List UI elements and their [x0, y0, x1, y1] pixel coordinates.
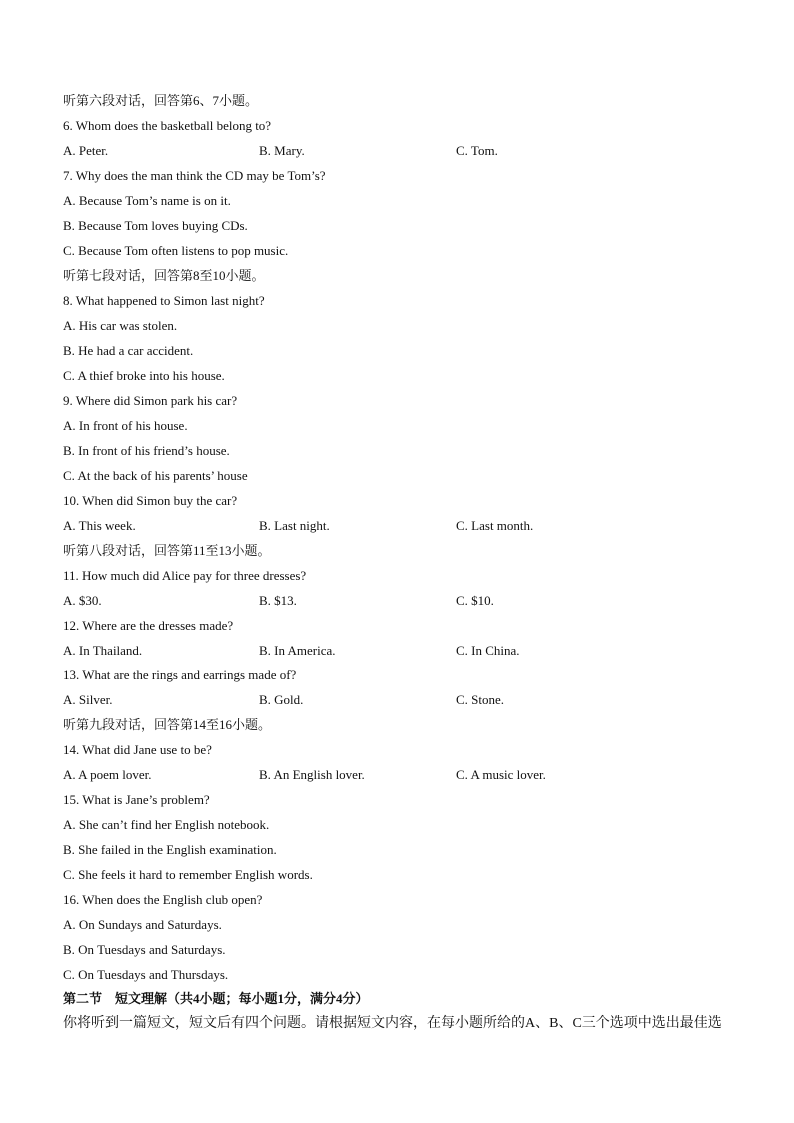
part2-instruction: 你将听到一篇短文，短文后有四个问题。请根据短文内容，在每小题所给的A、B、C三个选项中选出最佳选: [63, 1016, 722, 1031]
question-15-option-c: C. She feels it hard to remember English words.: [63, 867, 313, 882]
dialogue6-heading: 听第六段对话，回答第6、7小题。: [63, 93, 259, 108]
option-a: A. In Thailand.: [63, 643, 143, 658]
question-9: 9. Where did Simon park his car?: [63, 393, 238, 408]
option-c: C. Tom.: [456, 143, 498, 158]
question-9-option-b: B. In front of his friend’s house.: [63, 443, 230, 458]
question-14: 14. What did Jane use to be?: [63, 742, 212, 757]
question-10: 10. When did Simon buy the car?: [63, 493, 238, 508]
dialogue7-heading: 听第七段对话，回答第8至10小题。: [63, 268, 265, 283]
option-c: C. A music lover.: [456, 767, 546, 782]
option-a: A. A poem lover.: [63, 767, 152, 782]
dialogue9-heading: 听第九段对话，回答第14至16小题。: [63, 717, 272, 732]
option-c: C. $10.: [456, 593, 494, 608]
option-a: A. Peter.: [63, 143, 109, 158]
option-c: C. Last month.: [456, 518, 534, 533]
question-7-option-b: B. Because Tom loves buying CDs.: [63, 218, 248, 233]
question-16-option-a: A. On Sundays and Saturdays.: [63, 917, 222, 932]
question-9-option-a: A. In front of his house.: [63, 418, 188, 433]
option-a: A. This week.: [63, 518, 136, 533]
option-b: B. In America.: [259, 643, 336, 658]
dialogue8-heading: 听第八段对话，回答第11至13小题。: [63, 543, 271, 558]
question-9-option-c: C. At the back of his parents’ house: [63, 468, 248, 483]
question-8-option-b: B. He had a car accident.: [63, 343, 194, 358]
option-b: B. Mary.: [259, 143, 305, 158]
question-15-option-b: B. She failed in the English examination.: [63, 842, 277, 857]
option-b: B. An English lover.: [259, 767, 365, 782]
question-8: 8. What happened to Simon last night?: [63, 293, 265, 308]
question-16-option-c: C. On Tuesdays and Thursdays.: [63, 967, 229, 982]
part2-heading: 第二节 短文理解（共4小题；每小题1分，满分4分）: [63, 991, 369, 1006]
question-16-option-b: B. On Tuesdays and Saturdays.: [63, 942, 226, 957]
question-8-option-a: A. His car was stolen.: [63, 318, 178, 333]
option-a: A. Silver.: [63, 692, 113, 707]
option-b: B. $13.: [259, 593, 297, 608]
question-16: 16. When does the English club open?: [63, 892, 263, 907]
question-8-option-c: C. A thief broke into his house.: [63, 368, 225, 383]
option-b: B. Last night.: [259, 518, 330, 533]
question-7-option-c: C. Because Tom often listens to pop music.: [63, 243, 289, 258]
question-7-option-a: A. Because Tom’s name is on it.: [63, 193, 231, 208]
option-b: B. Gold.: [259, 692, 304, 707]
option-c: C. In China.: [456, 643, 520, 658]
question-7: 7. Why does the man think the CD may be Tom’s?: [63, 168, 326, 183]
question-6: 6. Whom does the basketball belong to?: [63, 118, 272, 133]
question-12: 12. Where are the dresses made?: [63, 618, 234, 633]
question-13: 13. What are the rings and earrings made of?: [63, 667, 297, 682]
question-11: 11. How much did Alice pay for three dresses?: [63, 568, 307, 583]
question-15-option-a: A. She can’t find her English notebook.: [63, 817, 270, 832]
question-15: 15. What is Jane’s problem?: [63, 792, 210, 807]
option-a: A. $30.: [63, 593, 102, 608]
option-c: C. Stone.: [456, 692, 505, 707]
